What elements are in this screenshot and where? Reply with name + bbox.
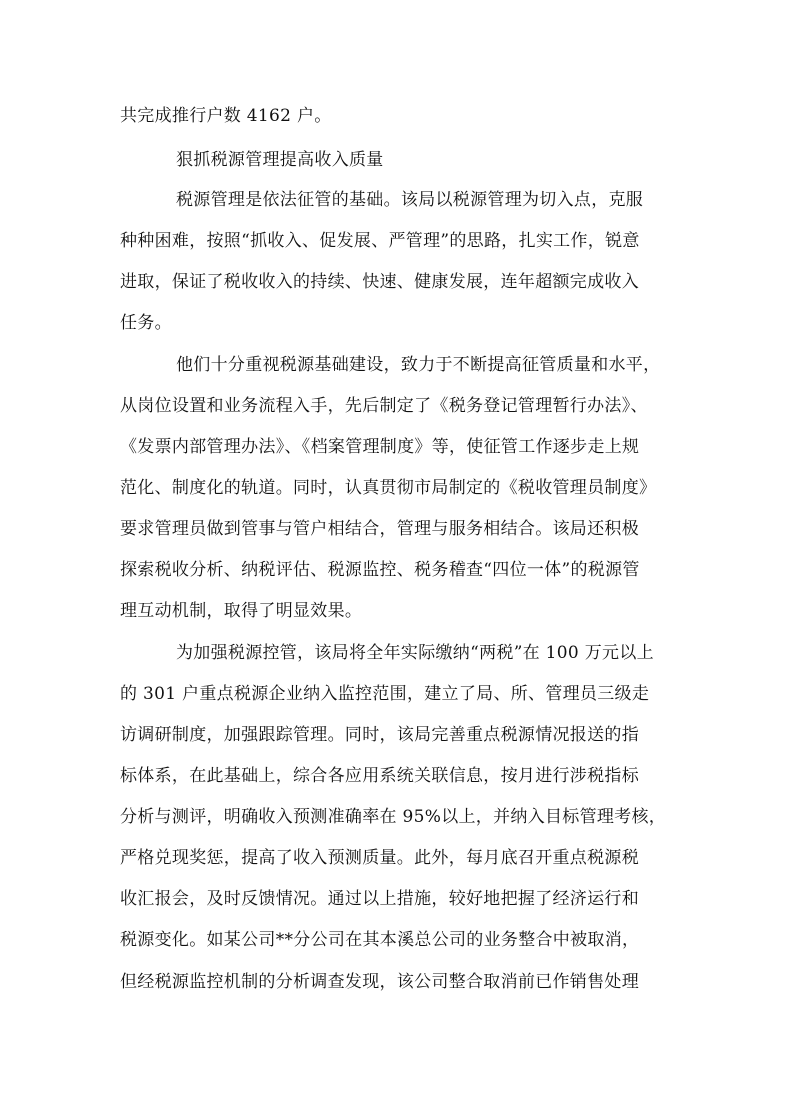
text-line: 范化、制度化的轨道。同时，认真贯彻市局制定的《税收管理员制度》 [120,478,657,498]
text-line: 但经税源监控机制的分析调查发现，该公司整合取消前已作销售处理 [120,972,639,992]
section-heading: 狠抓税源管理提高收入质量 [176,150,384,170]
text-line: 为加强税源控管，该局将全年实际缴纳“两税”在 100 万元以上 [176,643,654,663]
text-line: 标体系，在此基础上，综合各应用系统关联信息，按月进行涉税指标 [120,766,639,786]
text-line: 分析与测评，明确收入预测准确率在 95%以上，并纳入目标管理考核， [120,807,667,827]
text-line: 他们十分重视税源基础建设，致力于不断提高征管质量和水平， [176,355,661,375]
text-line: 税源变化。如某公司**分公司在其本溪总公司的业务整合中被取消， [120,930,640,950]
text-line: 访调研制度，加强跟踪管理。同时，该局完善重点税源情况报送的指 [120,725,639,745]
text-line: 种种困难，按照“抓收入、促发展、严管理”的思路，扎实工作，锐意 [120,231,640,251]
text-line: 探索税收分析、纳税评估、税源监控、税务稽查“四位一体”的税源管 [120,560,640,580]
text-line: 理互动机制，取得了明显效果。 [120,601,363,621]
text-line: 税源管理是依法征管的基础。该局以税源管理为切入点，克服 [176,190,644,210]
text-line: 严格兑现奖惩，提高了收入预测质量。此外，每月底召开重点税源税 [120,848,639,868]
text-line: 收汇报会，及时反馈情况。通过以上措施，较好地把握了经济运行和 [120,889,639,909]
text-line: 的 301 户重点税源企业纳入监控范围，建立了局、所、管理员三级走 [120,684,650,704]
text-line: 共完成推行户数 4162 户。 [120,106,332,126]
text-line: 要求管理员做到管事与管户相结合，管理与服务相结合。该局还积极 [120,519,639,539]
text-line: 任务。 [120,313,172,333]
text-line: 从岗位设置和业务流程入手，先后制定了《税务登记管理暂行办法》、 [120,396,648,416]
text-line: 进取，保证了税收收入的持续、快速、健康发展，连年超额完成收入 [120,272,639,292]
text-line: 《发票内部管理办法》、《档案管理制度》等，使征管工作逐步走上规 [120,437,640,457]
